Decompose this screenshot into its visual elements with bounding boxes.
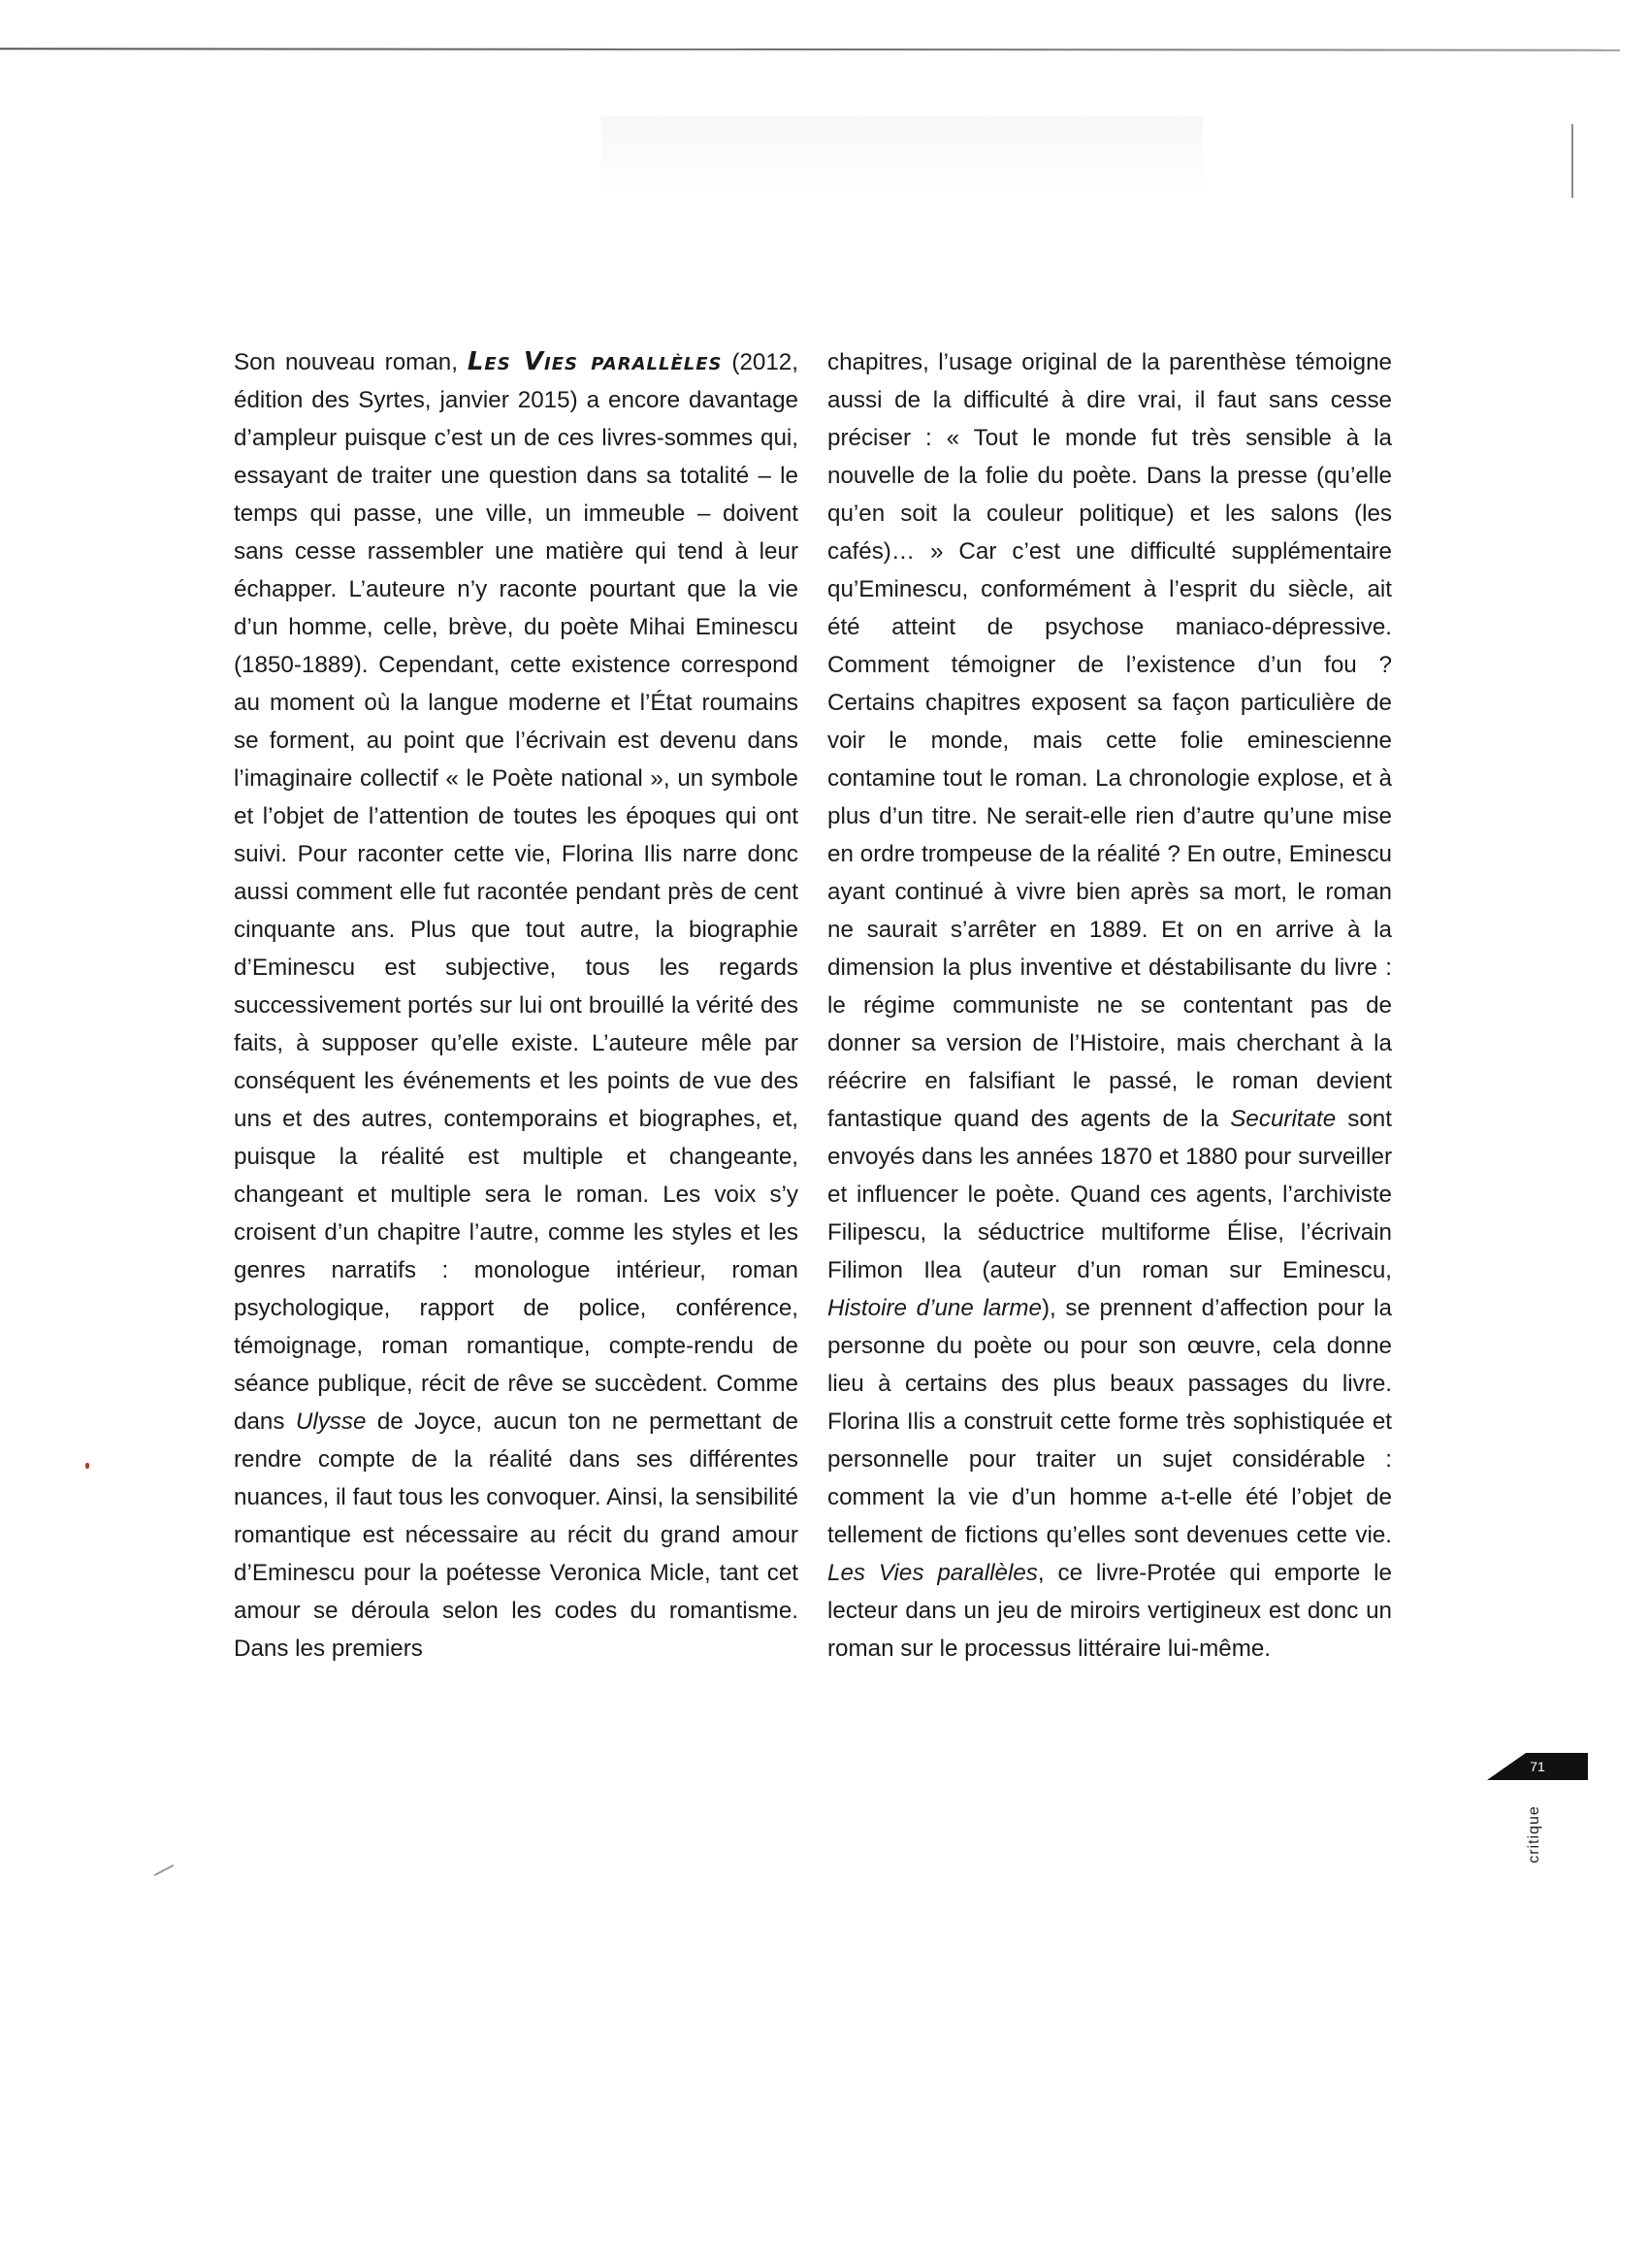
left-column [234, 343, 798, 1668]
section-label: critique [1526, 1805, 1542, 1863]
left-body-text: (2012, édition des Syrtes, janvier 2015) a encore davantage d’ampleur puisque c’est un de ces livres-sommes qui, essayant de traiter une question dans sa totalité – le temps qui passe, une ville, un immeuble – doivent sans cesse rassembler une matière qui tend à leur échapper. L’auteure n’y raconte pourtant que la vie d’un homme, celle, brève, du poète Mihai Eminescu (1850-1889). Cependant, cette existence correspond au moment où la langue moderne et l’État roumains se forment, au point que l’écrivain est devenu dans l’imaginaire collectif « le Poète national », un symbole et l’objet de l’attention de toutes les époques qui ont suivi. Pour raconter cette vie, Florina Ilis narre donc aussi comment elle fut racontée pendant près de cent cinquante ans. Plus que tout autre, la biographie d’Eminescu est subjective, tous les regards successivement portés sur lui ont brouillé la vérité des faits, à supposer qu’elle existe. L’auteure mêle par conséquent les événements et les points de vue des uns et des autres, contemporains et biographes, et, puisque la réalité est multiple et changeante, changeant et multiple sera le roman. Les voix s’y croisent d’un chapitre l’autre, comme les styles et les genres narratifs : monologue intérieur, roman psychologique, rapport de police, conférence, témoignage, roman romantique, compte-rendu de séance publique, récit de rêve se succèdent. Comme dans [234, 349, 798, 1435]
book-title: Les Vies parallèles [467, 347, 723, 376]
scan-top-rule [0, 48, 1620, 50]
right-paragraph [827, 343, 1392, 1668]
left-body-text-end: de Joyce, aucun ton ne permettant de rendre compte de la réalité dans ses différentes nuances, il faut tous les convoquer. Ainsi, la sensibilité romantique est nécessaire au récit du grand amour d’Eminescu pour la poétesse Veronica Micle, tant cet amour se déroula selon les codes du romantisme. Dans les premiers [234, 1409, 799, 1662]
vies-title: Les Vies parallèles [827, 1560, 1038, 1586]
left-paragraph [234, 343, 798, 1668]
scan-stroke-mark [154, 1864, 174, 1876]
scan-edge-line [1571, 124, 1573, 198]
right-body-text-d: , ce livre-Protée qui emporte le lecteur dans un jeu de miroirs vertigineux est donc un roman sur le processus littéraire lui-même. [827, 1560, 1392, 1662]
scan-speck [85, 1463, 89, 1469]
right-body-text-a: chapitres, l’usage original de la parenthèse témoigne aussi de la difficulté à dire vrai, il faut sans cesse préciser : « Tout le monde fut très sensible à la nouvelle de la folie du poète. Dans la presse (qu’elle qu’en soit la couleur politique) et les salons (les cafés)… » Car c’est une difficulté supplémentaire qu’Eminescu, conformément à l’esprit du siècle, ait été atteint de psychose maniaco-dépressive. Comment témoigner de l’existence d’un fou ? Certains chapitres exposent sa façon particulière de voir le monde, mais cette folie eminescienne contamine tout le roman. La chronologie explose, et à plus d’un titre. Ne serait-elle rien d’autre qu’une mise en ordre trompeuse de la réalité ? En outre, Eminescu ayant continué à vivre bien après sa mort, le roman ne saurait s’arrêter en 1889. Et on en arrive à la dimension la plus inventive et déstabilisante du livre : le régime communiste ne se contentant pas de donner sa version de l’Histoire, mais cherchant à la réécrire en falsifiant le passé, le roman devient fantastique quand des agents de la [827, 349, 1392, 1132]
intro-text: Son nouveau roman, [234, 349, 468, 375]
histoire-title: Histoire d’une larme [827, 1295, 1042, 1321]
scan-shadow [601, 116, 1203, 194]
right-body-text-c: ), se prennent d’affection pour la personne du poète ou pour son œuvre, cela donne lieu à certains des plus beaux passages du livre. Florina Ilis a construit cette forme très sophistiquée et personnelle pour traiter un sujet considérable : comment la vie d’un homme a-t-elle été l’objet de tellement de fictions qu’elles sont devenues cette vie. [827, 1295, 1393, 1548]
page-number: 71 [1530, 1759, 1545, 1774]
ulysse-title: Ulysse [295, 1409, 367, 1435]
securitate-term: Securitate [1230, 1106, 1337, 1132]
right-column [827, 343, 1392, 1668]
right-body-text-b: sont envoyés dans les années 1870 et 1880 pour surveiller et influencer le poète. Quand ces agents, l’archiviste Filipescu, la séductrice multiforme Élise, l’écrivain Filimon Ilea (auteur d’un roman sur Eminescu, [827, 1106, 1392, 1283]
